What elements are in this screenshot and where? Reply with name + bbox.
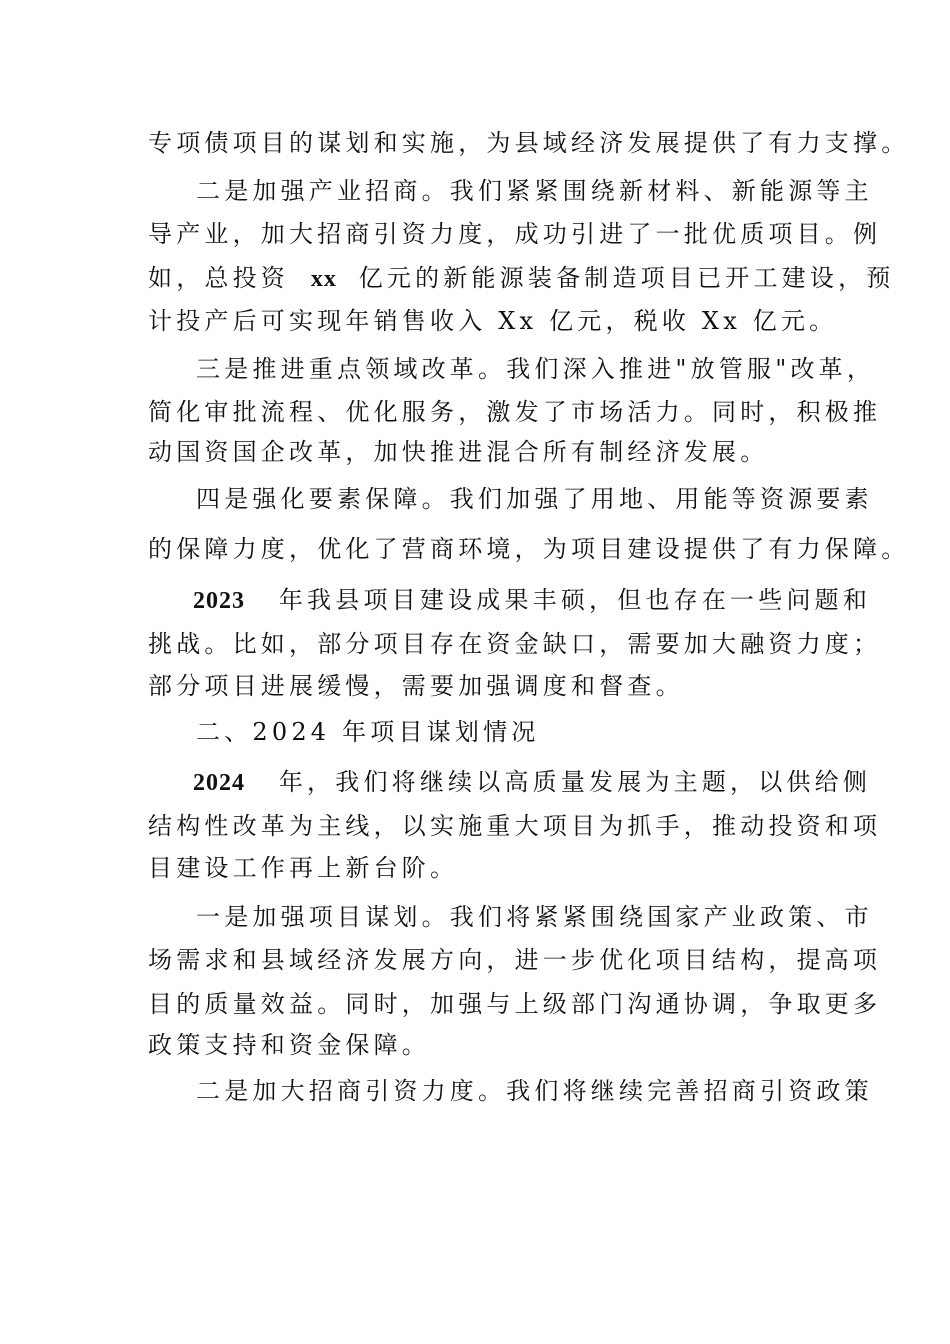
- year-2023: 2023: [193, 588, 245, 614]
- text-run: 年，我们将继续以高质量发展为主题，以供给侧: [278, 768, 872, 796]
- text-line: 计投产后可实现年销售收入 Xx 亿元，税收 Xx 亿元。: [148, 307, 838, 335]
- section-heading: 二、2024 年项目谋划情况: [196, 718, 540, 746]
- text-line: [193, 766, 871, 799]
- text-line: 挑战。比如，部分项目存在资金缺口，需要加大融资力度；: [148, 630, 882, 658]
- text-line: [148, 262, 895, 295]
- text-line: 的保障力度，优化了营商环境，为项目建设提供了有力保障。: [148, 535, 910, 563]
- text-line: 部分项目进展缓慢，需要加强调度和督查。: [148, 672, 684, 700]
- text-run: 亿元的新能源装备制造项目已开工建设，预: [358, 264, 895, 292]
- text-line: 一是加强项目谋划。我们将紧紧围绕国家产业政策、市: [196, 903, 873, 931]
- text-line: 目的质量效益。同时，加强与上级部门沟通协调，争取更多: [148, 990, 882, 1018]
- text-line: 场需求和县域经济发展方向，进一步优化项目结构，提高项: [148, 946, 882, 974]
- text-line: 目建设工作再上新台阶。: [148, 854, 459, 882]
- text-line: 三是推进重点领域改革。我们深入推进"放管服"改革，: [196, 355, 876, 383]
- bold-placeholder: xx: [310, 266, 337, 292]
- text-line: 专项债项目的谋划和实施，为县域经济发展提供了有力支撑。: [148, 129, 910, 157]
- text-line: 政策支持和资金保障。: [148, 1031, 430, 1059]
- text-line: 动国资国企改革，加快推进混合所有制经济发展。: [148, 438, 769, 466]
- text-run: 如，总投资: [148, 264, 289, 292]
- text-run: 年我县项目建设成果丰硕，但也存在一些问题和: [278, 586, 872, 614]
- text-line: 简化审批流程、优化服务，激发了市场活力。同时，积极推: [148, 398, 882, 426]
- text-line: 四是强化要素保障。我们加强了用地、用能等资源要素: [196, 485, 873, 513]
- text-line: [193, 584, 871, 617]
- text-line: 导产业，加大招商引资力度，成功引进了一批优质项目。例: [148, 220, 882, 248]
- year-2024: 2024: [193, 770, 245, 796]
- text-line: 二是加强产业招商。我们紧紧围绕新材料、新能源等主: [196, 177, 873, 205]
- text-line: 结构性改革为主线，以实施重大项目为抓手，推动投资和项: [148, 812, 882, 840]
- text-line: 二是加大招商引资力度。我们将继续完善招商引资政策: [196, 1077, 873, 1105]
